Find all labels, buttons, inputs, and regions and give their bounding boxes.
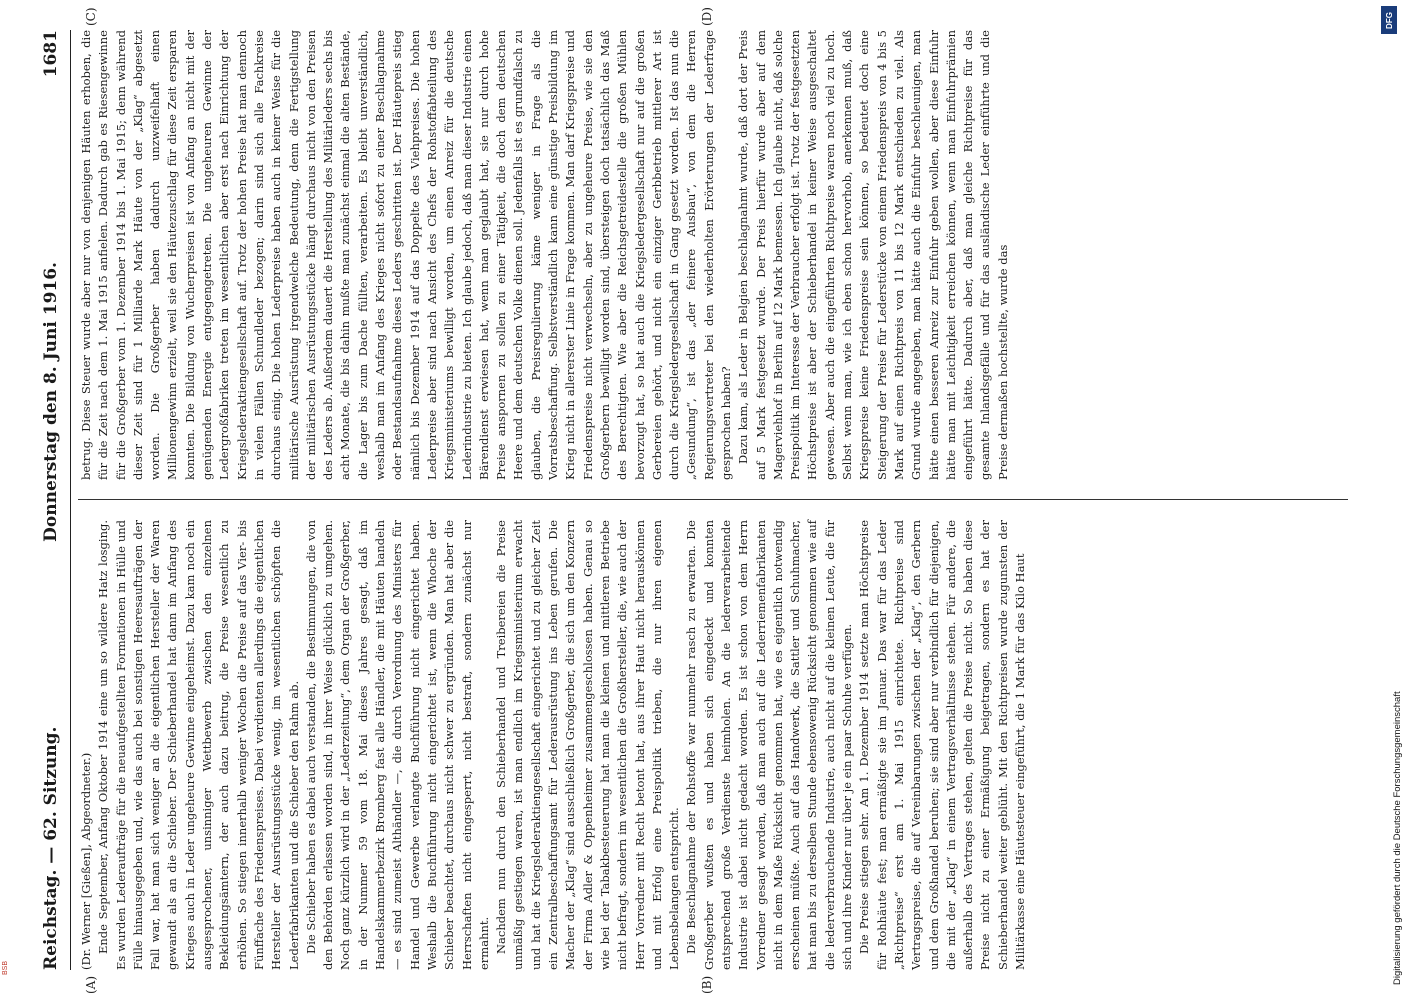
margin-mark-a: (A) (84, 975, 98, 994)
library-stamp: BSB (2, 960, 9, 975)
paragraph: Ende September, Anfang Oktober 1914 eine um so wildere Hatz losging. Es wurden Lederaufträge für die neuaufgestellten Formationen in Hülle und Fülle hinausgegeben und, wie das auch bei sonstigen Heeresaufträgen der Fall war, hat man sich weniger an die eigentlichen Hersteller der Waren gewandt als an die Schieber. Der Schieberhandel hat dann im Anfang des Krieges auch in Leder ungeheure Gewinne eingeheimst. Dazu kam noch ein ausgesprochener, unsinniger Wettbewerb zwischen den einzelnen Bekleidungsämtern, der auch dazu beitrug, die Preise wesentlich zu erhöhen. So stiegen innerhalb weniger Wochen die Preise auf das Vier- bis Fünffache des Friedenspreises. Dabei verdienten allerdings die eigentlichen Hersteller der Ausrüstungsstücke wenig, im wesentlichen schöpften die Lederfabrikanten und die Schieber den Rahm ab. (96, 520, 301, 970)
header-session: Reichstag. — 62. Sitzung. (41, 726, 61, 970)
paragraph: Die Schieber haben es dabei auch verstanden, die Bestimmungen, die von den Behörden erlassen worden sind, in ihrer Weise glücklich zu umgehen. Noch ganz kürzlich wird in der „Lederzeitung“, dem Organ der Großgerber, in der Nummer 59 vom 18. Mai dieses Jahres gesagt, daß im Handelskammerbezirk Bromberg fast alle Händler, die mit Häuten handeln — es sind zumeist Althändler —, die durch Verordnung des Ministers für Handel und Gewerbe verlangte Buchführung nicht eingerichtet haben. Weshalb die Buchführung nicht eingerichtet ist, wenn die Whoche der Schieber beachtet, durchaus nicht schwer zu ergründen. Man hat aber die Herrschaften nicht eingesperrt, nicht bestraft, sondern zunächst nur ermahnt. (303, 520, 491, 970)
paragraph: Die Beschlagnahme der Rohstoffe war nunmehr rasch zu erwarten. Die Großgerber wußten es und haben sich eingedeckt und konnten entsprechend große Verdienste heimholen. An die lederverarbeitende Industrie ist dabei nicht gedacht worden. Es ist schon von dem Herrn Vorredner gesagt worden, daß man auch auf die Lederriemenfabrikanten nicht in dem Maße Rücksicht genommen hat, wie es eigentlich notwendig erscheinen müßte. Auch auf das Handwerk, die Sattler und Schuhmacher, hat man bis zu derselben Stunde ebensowenig Rücksicht genommen wie auf die lederverbrauchende Industrie, auch nicht auf die kleinen Leute, die für sich und ihre Kinder nur über je ein paar Schuhe verfügen. (684, 520, 855, 970)
paragraph: betrug. Diese Steuer wurde aber nur von denjenigen Häuten erhoben, die für die Zeit nach dem 1. Mai 1915 anfielen. Dadurch gab es Riesengewinne für die Großgerber vom 1. Dezember 1914 bis 1. Mai 1915; denn während dieser Zeit sind für 1 Milliarde Mark Häute von der „Klag“ abgesetzt worden. Die Großgerber haben dadurch unzweifelhaft einen Millionengewinn erzielt, weil sie den Häutezuschlag für diese Zeit ersparen konnten. Die Bildung von Wucherpreisen ist von Anfang an nicht mit der genügenden Energie entgegengetreten. Die ungeheuren Gewinne der Ledergroßfabriken treten im wesentlichen aber erst nach Einrichtung der Kriegslederaktiengesellschaft auf. Trotz der hohen Preise hat man dennoch in vielen Fällen Schundleder bezogen; darin sind sich alle Fachkreise durchaus einig. Die hohen Lederpreise haben auch in keiner Weise für die militärische Ausrüstung irgendwelche Bedeutung, denn die Fertigstellung der militärischen Ausrüstungsstücke hängt durchaus nicht von den Preisen des Leders ab. Außerdem dauert die Herstellung des Militärleders sechs bis acht Monate, die bis dahin mußte man zunächst einmal die alten Bestände, die Lager bis zum Dache füllten, verarbeiten. Es bleibt unverständlich, weshalb man im Anfang des Krieges nicht sofort zu einer Beschlagnahme oder Bestandsaufnahme dieses Leders geschritten ist. Der Häutepreis stieg nämlich bis Dezember 1914 auf das Doppelte des Viehpreises. Die hohen Lederpreise aber sind nach Ansicht des Chefs der Rohstoffabteilung des Kriegsministeriums bewilligt worden, um einen Anreiz für die deutsche Lederindustrie zu bieten. Ich glaube jedoch, daß man dieser Industrie einen Bärendienst erwiesen hat, wenn man geglaubt hat, sie nur durch hohe Preise anspornen zu sollen zu einer Tätigkeit, die doch dem deutschen Heere und dem deutschen Volke dienen soll. Jedenfalls ist es grundfalsch zu glauben, die Preisregulierung käme weniger in Frage als die Vorratsbeschaffung. Selbstverständlich kann eine günstige Preisbildung im Krieg nicht in allererster Linie in Frage kommen. Man darf Kriegspreise und Friedenspreise nicht verwechseln, aber zu ungeheure Preise, wie sie den Großgerbern bewilligt worden sind, übersteigen doch tatsächlich das Maß des Berechtigten. Wie aber die Reichsgetreidestelle die großen Mühlen bevorzugt hat, so hat auch die Kriegsledergesellschaft nur auf die großen Gerbereien gehört, und nicht ein einziger Gerbbetrieb mittlerer Art ist durch die Kriegsledergesellschaft in Gang gesetzt worden. Ist das nun die „Gesundung“, ist das „der feinere Ausbau“, von dem die Herren Regierungsvertreter bei den wiederholten Erörterungen der Lederfrage gesprochen haben? (79, 30, 733, 480)
header-rule (70, 30, 71, 970)
left-column (78, 520, 1348, 970)
margin-mark-d: (D) (700, 7, 714, 26)
column-divider (78, 499, 1348, 500)
paragraph: Die Preise stiegen sehr. Am 1. Dezember 1914 setzte man Höchstpreise für Rohhäute fest; man ermäßigte sie im Januar. Das war für das Leder „Richtpreise“ erst am 1. Mai 1915 einrichtete. Richtpreise sind Vertragspreise, die auf Vereinbarungen zwischen der „Klag“, den Gerbern und dem Großhandel beruhen; sie sind aber nur verbindlich für diejenigen, die mit der „Klag“ in einem Vertragsverhältnisse stehen. Für andere, die außerhalb des Vertrages stehen, gelten die Preise nicht. So haben diese Preise nicht zu einer Ermäßigung beigetragen, sondern es hat der Schieberhandel weiter geblüht. Mit den Richtpreisen wurde zugunsten der Militärkasse eine Häutesteuer eingeführt, die 1 Mark für das Kilo Haut (857, 520, 1028, 970)
paragraph: Nachdem nun durch den Schieberhandel und Treibereien die Preise unmäßig gestiegen waren, ist man endlich im Kriegsministerium erwacht und hat die Kriegslederaktiengesellschaft eingerichtet und zu gleicher Zeit ein Zentralbeschaffungsamt für Lederausrüstung ins Leben gerufen. Die Macher der „Klag“ sind ausschließlich Großgerber, die sich um den Konzern der Firma Adler & Oppenheimer zusammengeschlossen haben. Genau so wie bei der Tabakbesteuerung hat man die kleinen und mittleren Betriebe nicht befragt, sondern im wesentlichen die Großhersteller, die, wie auch der Herr Vorredner mit Recht betont hat, aus ihrer Haut nicht herauskönnen und mit Erfolg eine Preispolitik trieben, die nur ihren eigenen Lebensbelangen entspricht. (494, 520, 682, 970)
header-date: Donnerstag den 8. Juni 1916. (41, 262, 61, 542)
margin-mark-b: (B) (700, 975, 714, 994)
margin-mark-c: (C) (84, 7, 98, 26)
running-head (38, 30, 64, 970)
page-number: 1681 (41, 30, 61, 78)
digitization-note: Digitalisierung gefördert durch die Deutsche Forschungsgemeinschaft (1392, 691, 1403, 985)
paragraph: Dazu kam, als Leder in Belgien beschlagnahmt wurde, daß dort der Preis auf 5 Mark festgesetzt wurde. Der Preis hierfür wurde aber auf dem Magerviehhof in Berlin auf 12 Mark bemessen. Ich glaube nicht, daß solche Preispolitik im Interesse der Verbraucher erfolgt ist. Trotz der festgesetzten Höchstpreise ist aber der Schieberhandel in keiner Weise ausgeschaltet gewesen. Aber auch die eingeführten Richtpreise waren noch viel zu hoch. Selbst wenn man, wie ich eben schon hervorhob, anerkennen muß, daß Kriegspreise keine Friedenspreise sein können, so bedeutet doch eine Steigerung der Preise für Lederstücke von einem Friedenspreis von 4 bis 5 Mark auf einen Richtpreis von 11 bis 12 Mark entschieden zu viel. Als Grund wurde angegeben, man hätte auch die Einfuhr beschleunigen, man hätte einen besseren Anreiz zur Einfuhr geben wollen, aber diese Einfuhr hätte man mit Leichtigkeit erreichen können, wenn man Einfuhrprämien eingeführt hätte. Dadurch aber, daß man gleiche Richtpreise für das gesamte Inlandsgefälle und für das ausländische Leder einführte und die Preise dermaßen hochstellte, wurde das (736, 30, 1010, 480)
right-column (78, 30, 1348, 480)
dfg-logo: DFG (1381, 6, 1397, 34)
speaker-line: (Dr. Werner [Gießen], Abgeordneter.) (79, 752, 93, 970)
